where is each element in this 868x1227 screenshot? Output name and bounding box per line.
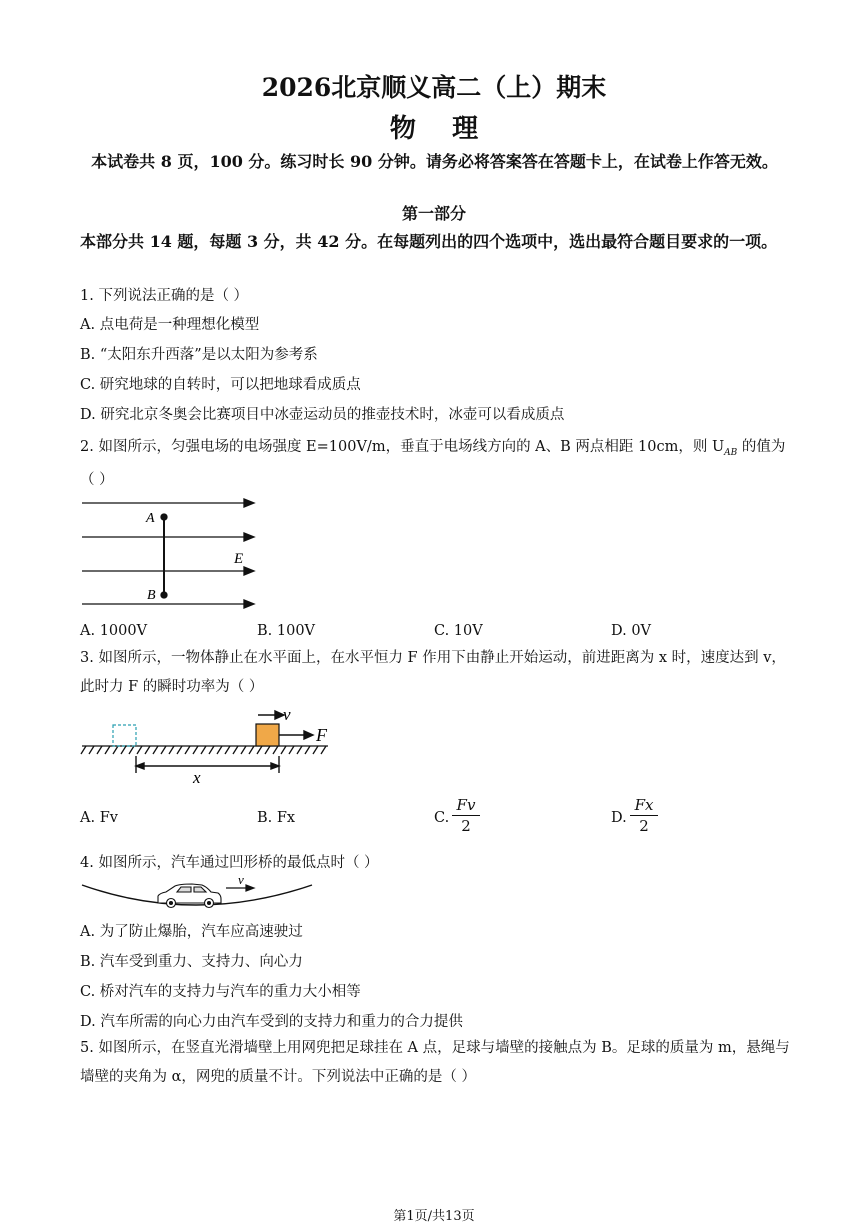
distance-arrowhead-left (136, 763, 144, 769)
q3-option-d-label: D. (611, 810, 627, 826)
part-instructions: 本部分共 14 题，每题 3 分，共 42 分。在每题列出的四个选项中，选出最符合题目要求的一项。 (80, 232, 778, 251)
q3-option-c-denominator: 2 (461, 817, 471, 835)
distance-label: x (193, 768, 201, 787)
q2-option-a: A. 1000V (80, 623, 148, 639)
velocity-label: v (283, 705, 291, 724)
exam-title: 2026北京顺义高二（上）期末 (261, 73, 607, 102)
point-b-dot (161, 592, 167, 598)
q2-electric-field-figure (80, 495, 260, 615)
q1-option-c: C. 研究地球的自转时，可以把地球看成质点 (80, 377, 361, 393)
q2-stem-text: 2. 如图所示，匀强电场的电场强度 E=100V/m，垂直于电场线方向的 A、B 两点相距 10cm，则 U (80, 439, 725, 455)
field-arrowhead (244, 567, 254, 575)
q3-option-c-label: C. (434, 810, 450, 826)
q4-bridge-figure (80, 872, 320, 915)
ground-hatching (81, 746, 326, 754)
q1-option-b: B. “太阳东升西落”是以太阳为参考系 (80, 347, 318, 363)
q3-option-d-numerator: Fx (630, 795, 658, 816)
exam-notice: 本试卷共 8 页，100 分。练习时长 90 分钟。请务必将答案答在答题卡上，在试卷上作答无效。 (91, 152, 778, 171)
subject-title: 物 理 (389, 114, 479, 144)
q1-option-d: D. 研究北京冬奥会比赛项目中冰壶运动员的推壶技术时，冰壶可以看成质点 (80, 407, 565, 423)
q3-option-c-numerator: Fv (452, 795, 480, 816)
field-e-label: E (234, 551, 244, 567)
car-icon (158, 884, 221, 908)
q2-stem-line1 (80, 435, 785, 458)
force-label: F (316, 725, 327, 745)
q2-option-c: C. 10V (434, 623, 483, 639)
initial-position-dashed-box (113, 725, 136, 746)
q3-force-figure (80, 703, 340, 788)
q3-option-c-fraction (452, 795, 480, 836)
q2-stem-tail: 的值为 (737, 439, 786, 455)
point-b-label: B (147, 588, 156, 603)
field-arrowhead (244, 533, 254, 541)
q2-stem-line2: （ ） (80, 472, 114, 488)
force-arrowhead (304, 731, 313, 739)
point-a-dot (161, 514, 167, 520)
q3-option-d-fraction (630, 795, 658, 836)
field-arrowhead (244, 499, 254, 507)
page-footer: 第1页/共13页 (393, 1209, 475, 1224)
q4-stem: 4. 如图所示，汽车通过凹形桥的最低点时（ ） (80, 855, 379, 871)
point-a-label: A (146, 511, 155, 526)
q3-option-a: A. Fv (80, 810, 118, 826)
q5-stem: 5. 如图所示，在竖直光滑墙壁上用网兜把足球挂在 A 点，足球与墙壁的接触点为 B。足球的质量为 m，悬绳与墙壁的夹角为 α，网兜的质量不计。下列说法中正确的是（ ） (80, 1040, 790, 1085)
q4-option-d: D. 汽车所需的向心力由汽车受到的支持力和重力的合力提供 (80, 1014, 463, 1030)
q2-option-b: B. 100V (257, 623, 316, 639)
field-arrowhead (244, 600, 254, 608)
car-velocity-label: v (238, 872, 244, 887)
moving-block (256, 724, 279, 746)
q1-option-a: A. 点电荷是一种理想化模型 (80, 317, 260, 333)
part-heading: 第一部分 (401, 204, 466, 223)
q1-stem: 1. 下列说法正确的是（ ） (80, 288, 249, 304)
q4-option-c: C. 桥对汽车的支持力与汽车的重力大小相等 (80, 984, 361, 1000)
q2-stem-subscript: AB (724, 447, 738, 458)
q4-option-a: A. 为了防止爆胎，汽车应高速驶过 (80, 924, 303, 940)
distance-arrowhead-right (271, 763, 279, 769)
q3-option-b: B. Fx (257, 810, 296, 826)
q3-option-d-denominator: 2 (639, 817, 649, 835)
car-velocity-arrowhead (246, 885, 254, 891)
q4-option-b: B. 汽车受到重力、支持力、向心力 (80, 954, 303, 970)
q2-option-d: D. 0V (611, 623, 652, 639)
q3-stem: 3. 如图所示，一物体静止在水平面上，在水平恒力 F 作用下由静止开始运动，前进距离为 x 时，速度达到 v，此时力 F 的瞬时功率为（ ） (80, 650, 786, 695)
